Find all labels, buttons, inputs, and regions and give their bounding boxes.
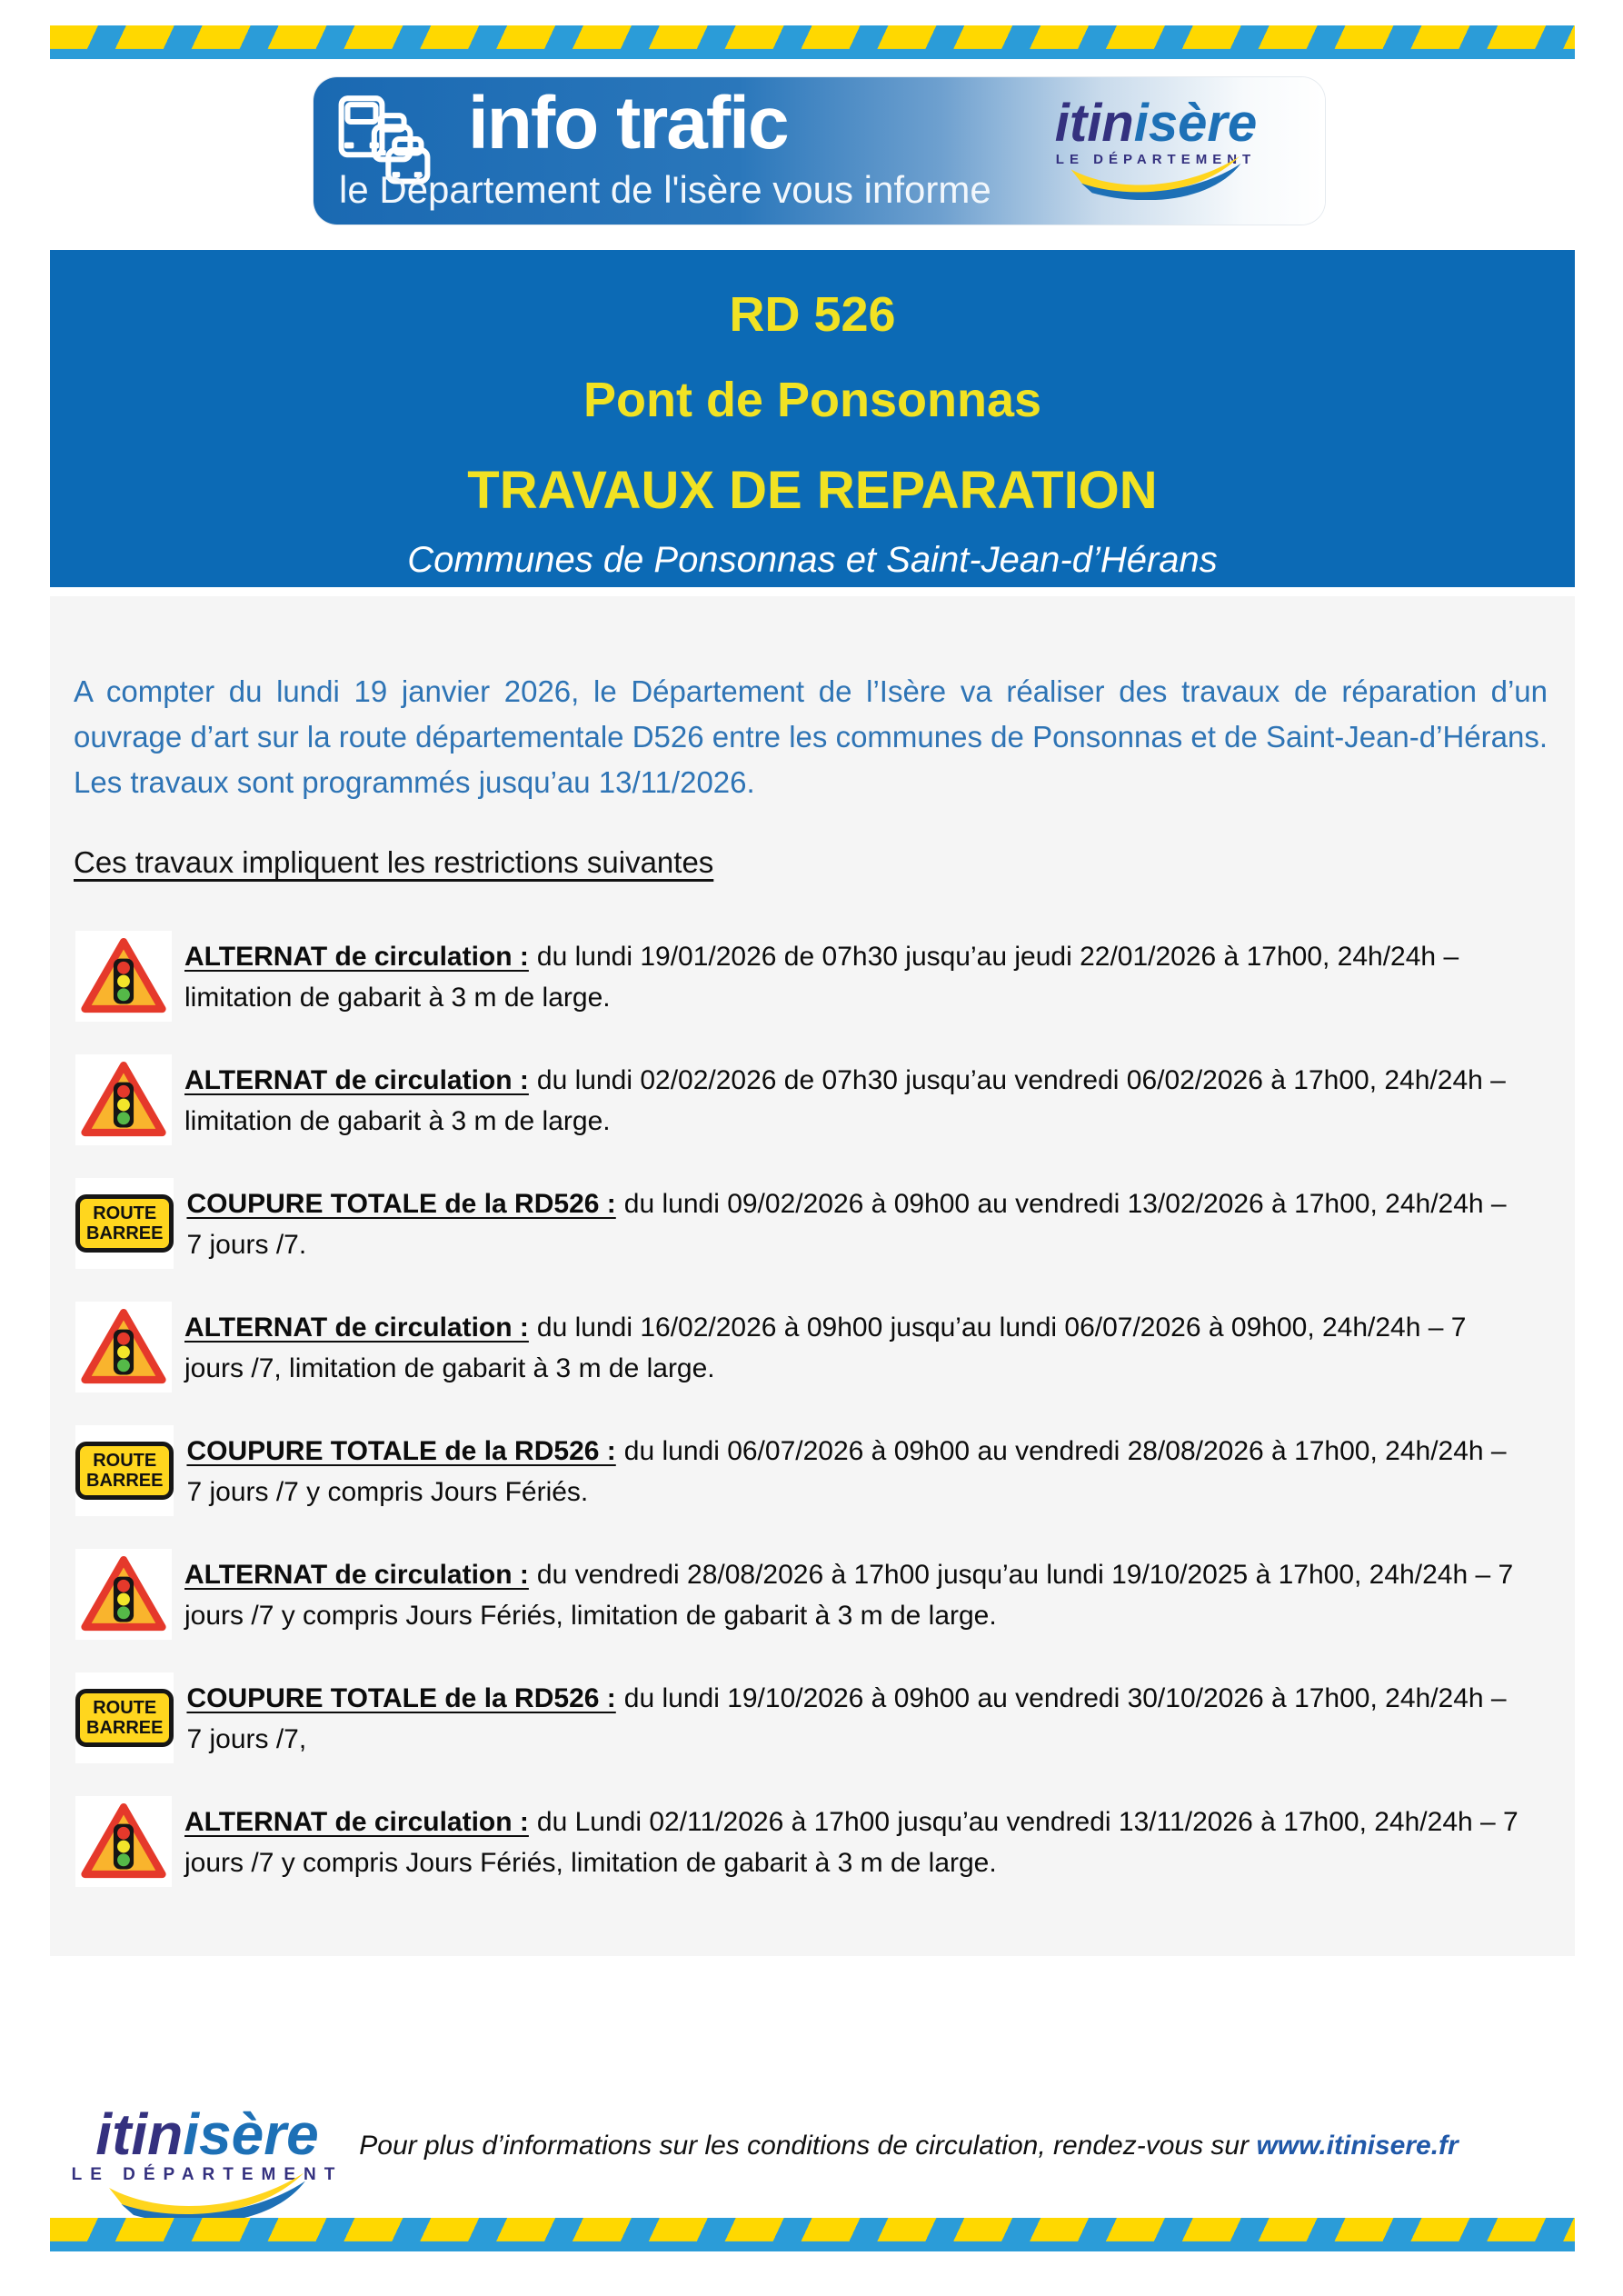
itinisere-swoosh-icon [63, 2169, 352, 2223]
itinisere-logo-footer [53, 2101, 362, 2228]
restriction-label: COUPURE TOTALE de la RD526 : [186, 1189, 616, 1220]
restriction-label: ALTERNAT de circulation : [184, 1560, 529, 1591]
route-barree-word2: BARREE [86, 1471, 164, 1492]
itinisere-part2: isère [1133, 94, 1258, 153]
info-trafic-title: info trafic [468, 82, 788, 165]
hazard-stripe-band-top [50, 25, 1575, 59]
restriction-label: ALTERNAT de circulation : [184, 1807, 529, 1838]
restriction-text [184, 1054, 1520, 1142]
footer-info-text [354, 2131, 1463, 2161]
restriction-item [75, 1054, 1548, 1145]
restrictions-list [74, 931, 1548, 1887]
restriction-label: ALTERNAT de circulation : [184, 942, 529, 973]
restriction-detail: du lundi 16/02/2026 à 09h00 jusqu’au lundi 06/07/2026 à 09h00, 24h/24h – 7 jours /7, limitation de gabarit à 3 m de large. [184, 1313, 1467, 1384]
route-barree-sign-icon [75, 1425, 174, 1516]
traffic-light-sign-icon [75, 931, 172, 1022]
communes-subtitle: Communes de Ponsonnas et Saint-Jean-d’Hérans [407, 539, 1218, 580]
restriction-item [75, 1549, 1548, 1640]
restriction-detail: du lundi 06/07/2026 à 09h00 au vendredi 28/08/2026 à 17h00, 24h/24h – 7 jours /7 y compris Jours Fériés. [186, 1436, 1507, 1508]
restriction-label: COUPURE TOTALE de la RD526 : [186, 1436, 616, 1467]
restriction-label: ALTERNAT de circulation : [184, 1065, 529, 1096]
restriction-text [186, 1425, 1522, 1512]
restriction-item [75, 1178, 1548, 1269]
title-banner [50, 250, 1575, 587]
restriction-item [75, 1796, 1548, 1887]
bridge-name: Pont de Ponsonnas [582, 373, 1042, 428]
restriction-item [75, 931, 1548, 1022]
footer-info-sentence: Pour plus d’informations sur les conditions de circulation, rendez-vous sur [359, 2131, 1257, 2161]
traffic-light-sign-icon [75, 1796, 172, 1887]
restriction-detail: du lundi 19/10/2026 à 09h00 au vendredi 30/10/2026 à 17h00, 24h/24h – 7 jours /7, [186, 1683, 1507, 1755]
hazard-stripe-band-bottom [50, 2218, 1575, 2251]
itinisere-website-link[interactable]: www.itinisere.fr [1256, 2131, 1459, 2161]
restriction-detail: du lundi 09/02/2026 à 09h00 au vendredi 13/02/2026 à 17h00, 24h/24h – 7 jours /7. [186, 1189, 1507, 1261]
restriction-text [186, 1672, 1522, 1760]
restriction-text [184, 931, 1520, 1018]
traffic-light-sign-icon [75, 1549, 172, 1640]
info-trafic-subtitle: le Département de l'isère vous informe [339, 168, 991, 211]
route-barree-word1: ROUTE [93, 1203, 157, 1224]
route-barree-word2: BARREE [86, 1718, 164, 1739]
restriction-label: ALTERNAT de circulation : [184, 1313, 529, 1343]
restriction-text [184, 1302, 1520, 1389]
content-panel [50, 596, 1575, 1956]
itinisere-wordmark [53, 2101, 362, 2167]
itinisere-wordmark [1020, 94, 1292, 153]
traffic-light-sign-icon [75, 1302, 172, 1393]
restriction-detail: du Lundi 02/11/2026 à 17h00 jusqu’au vendredi 13/11/2026 à 17h00, 24h/24h – 7 jours /7 y compris Jours Fériés, limitation de gabarit à 3 m de large. [184, 1807, 1518, 1879]
restriction-detail: du lundi 19/01/2026 de 07h30 jusqu’au jeudi 22/01/2026 à 17h00, 24h/24h – limitation de gabarit à 3 m de large. [184, 942, 1459, 1013]
traffic-light-sign-icon [75, 1054, 172, 1145]
route-barree-sign-icon [75, 1672, 174, 1763]
itinisere-swoosh-icon [1029, 153, 1283, 200]
restriction-item [75, 1425, 1548, 1516]
itinisere-departement-label: LE DÉPARTEMENT [71, 2165, 344, 2184]
road-number: RD 526 [729, 287, 896, 342]
restriction-item [75, 1302, 1548, 1393]
restriction-text [184, 1549, 1520, 1636]
restriction-item [75, 1672, 1548, 1763]
restrictions-heading: Ces travaux impliquent les restrictions suivantes [74, 845, 714, 880]
header-logo-plate [314, 77, 1325, 225]
route-barree-sign-icon [75, 1178, 174, 1269]
itinisere-part1: itin [95, 2101, 184, 2167]
itinisere-departement-label: LE DÉPARTEMENT [1055, 152, 1257, 167]
restriction-text [186, 1178, 1522, 1265]
restriction-detail: du vendredi 28/08/2026 à 17h00 jusqu’au lundi 19/10/2025 à 17h00, 24h/24h – 7 jours /7 y compris Jours Fériés, limitation de gabarit à 3 m de large. [184, 1560, 1514, 1632]
restriction-label: COUPURE TOTALE de la RD526 : [186, 1683, 616, 1714]
route-barree-word2: BARREE [86, 1223, 164, 1244]
restriction-detail: du lundi 02/02/2026 de 07h30 jusqu’au vendredi 06/02/2026 à 17h00, 24h/24h – limitation de gabarit à 3 m de large. [184, 1065, 1506, 1137]
itinisere-logo-header [1020, 94, 1292, 205]
itinisere-part1: itin [1054, 94, 1134, 153]
restriction-text [184, 1796, 1520, 1883]
route-barree-word1: ROUTE [93, 1698, 157, 1719]
works-type: TRAVAUX DE REPARATION [467, 461, 1158, 521]
route-barree-word1: ROUTE [93, 1451, 157, 1472]
intro-paragraph: A compter du lundi 19 janvier 2026, le Département de l’Isère va réaliser des travaux de réparation d’un ouvrage d’art sur la route départementale D526 entre les communes de Ponsonnas et de Saint-Jean-d’Hérans. Les travaux sont programmés jusqu’au 13/11/2026. [74, 674, 1548, 800]
itinisere-part2: isère [183, 2101, 319, 2167]
